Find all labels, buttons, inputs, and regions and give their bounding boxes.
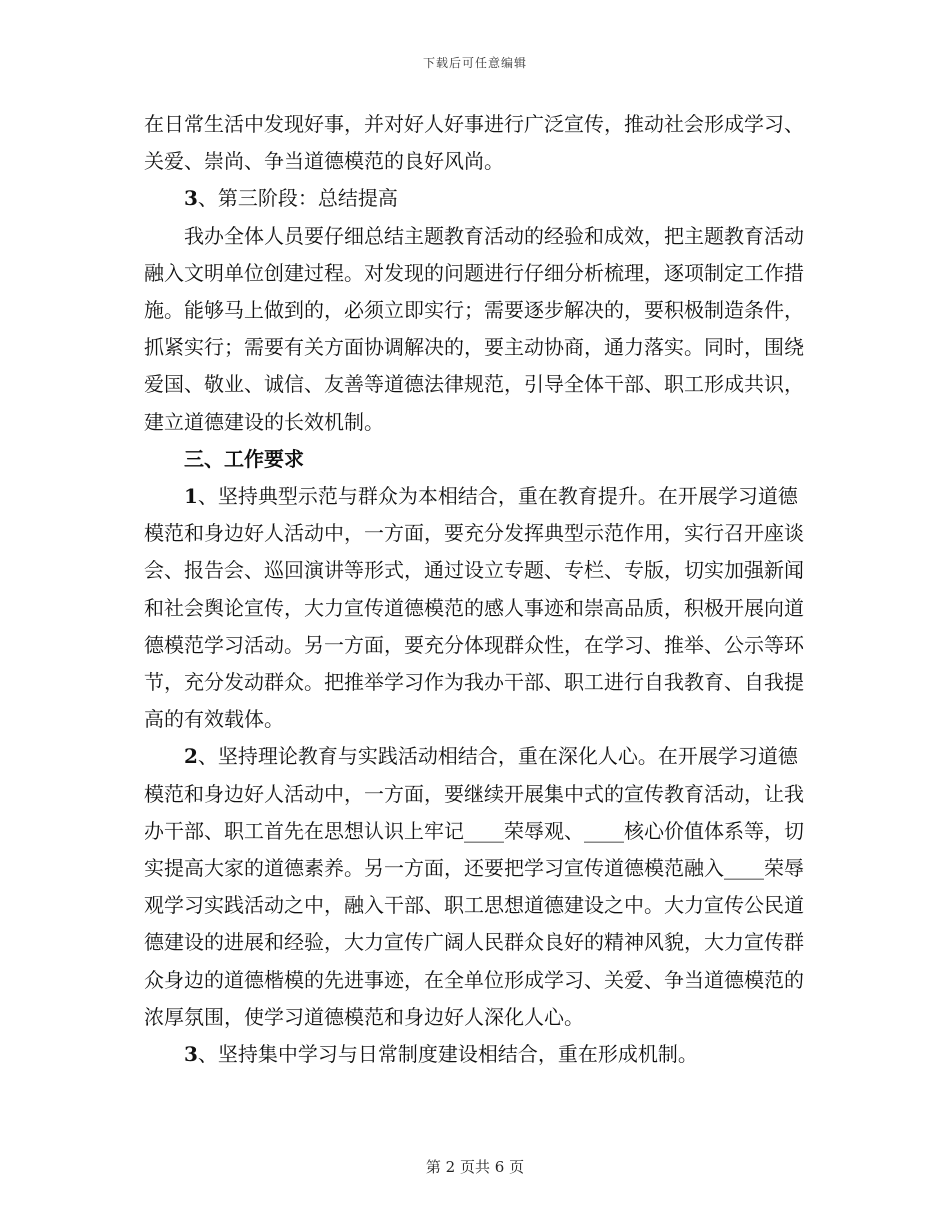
requirement-2-number: 2 [184, 744, 198, 769]
stage-3-heading [144, 180, 808, 217]
stage-3-title: 、第三阶段：总结提高 [197, 186, 398, 211]
requirement-3-number: 3 [184, 1042, 198, 1067]
requirement-1 [144, 478, 808, 738]
section-heading-requirements: 三、工作要求 [184, 446, 304, 471]
requirement-3 [144, 1036, 808, 1073]
page-number-footer: 第 2 页共 6 页 [425, 1158, 525, 1176]
requirement-2-text: 、坚持理论教育与实践活动相结合，重在深化人心。在开展学习道德模范和身边好人活动中，一方面，要继续开展集中式的宣传教育活动，让我办干部、职工首先在思想认识上牢记____荣辱观、____核心价值体系等，切实提高大家的道德素养。另一方面，还要把学习宣传道德模范融入____荣辱观学习实践活动之中，融入干部、职工思想道德建设之中。大力宣传公民道德建设的进展和经验，大力宣传广阔人民群众良好的精神风貌，大力宣传群众身边的道德楷模的先进事迹，在全单位形成学习、关爱、争当道德模范的浓厚氛围，使学习道德模范和身边好人深化人心。 [144, 744, 804, 1029]
paragraph-summary: 我办全体人员要仔细总结主题教育活动的经验和成效，把主题教育活动融入文明单位创建过程。对发现的问题进行仔细分析梳理，逐项制定工作措施。能够马上做到的，必须立即实行；需要逐步解决的，要积极制造条件，抓紧实行；需要有关方面协调解决的，要主动协商，通力落实。同时，围绕爱国、敬业、诚信、友善等道德法律规范，引导全体干部、职工形成共识，建立道德建设的长效机制。 [144, 223, 804, 434]
paragraph-continuation: 在日常生活中发现好事，并对好人好事进行广泛宣传，推动社会形成学习、关爱、崇尚、争当道德模范的良好风尚。 [144, 112, 804, 174]
requirement-3-text: 、坚持集中学习与日常制度建设相结合，重在形成机制。 [197, 1042, 698, 1067]
requirement-1-text: 、坚持典型示范与群众为本相结合，重在教育提升。在开展学习道德模范和身边好人活动中，一方面，要充分发挥典型示范作用，实行召开座谈会、报告会、巡回演讲等形式，通过设立专题、专栏、专版，切实加强新闻和社会舆论宣传，大力宣传道德模范的感人事迹和崇高品质，积极开展向道德模范学习活动。另一方面，要充分体现群众性，在学习、推举、公示等环节，充分发动群众。把推举学习作为我办干部、职工进行自我教育、自我提高的有效载体。 [144, 484, 804, 732]
document-body [144, 106, 808, 1073]
stage-3-number: 3 [184, 186, 198, 211]
page-header-note: 下载后可任意编辑 [422, 56, 527, 70]
requirement-1-number: 1 [184, 484, 198, 509]
requirement-2 [144, 738, 808, 1036]
